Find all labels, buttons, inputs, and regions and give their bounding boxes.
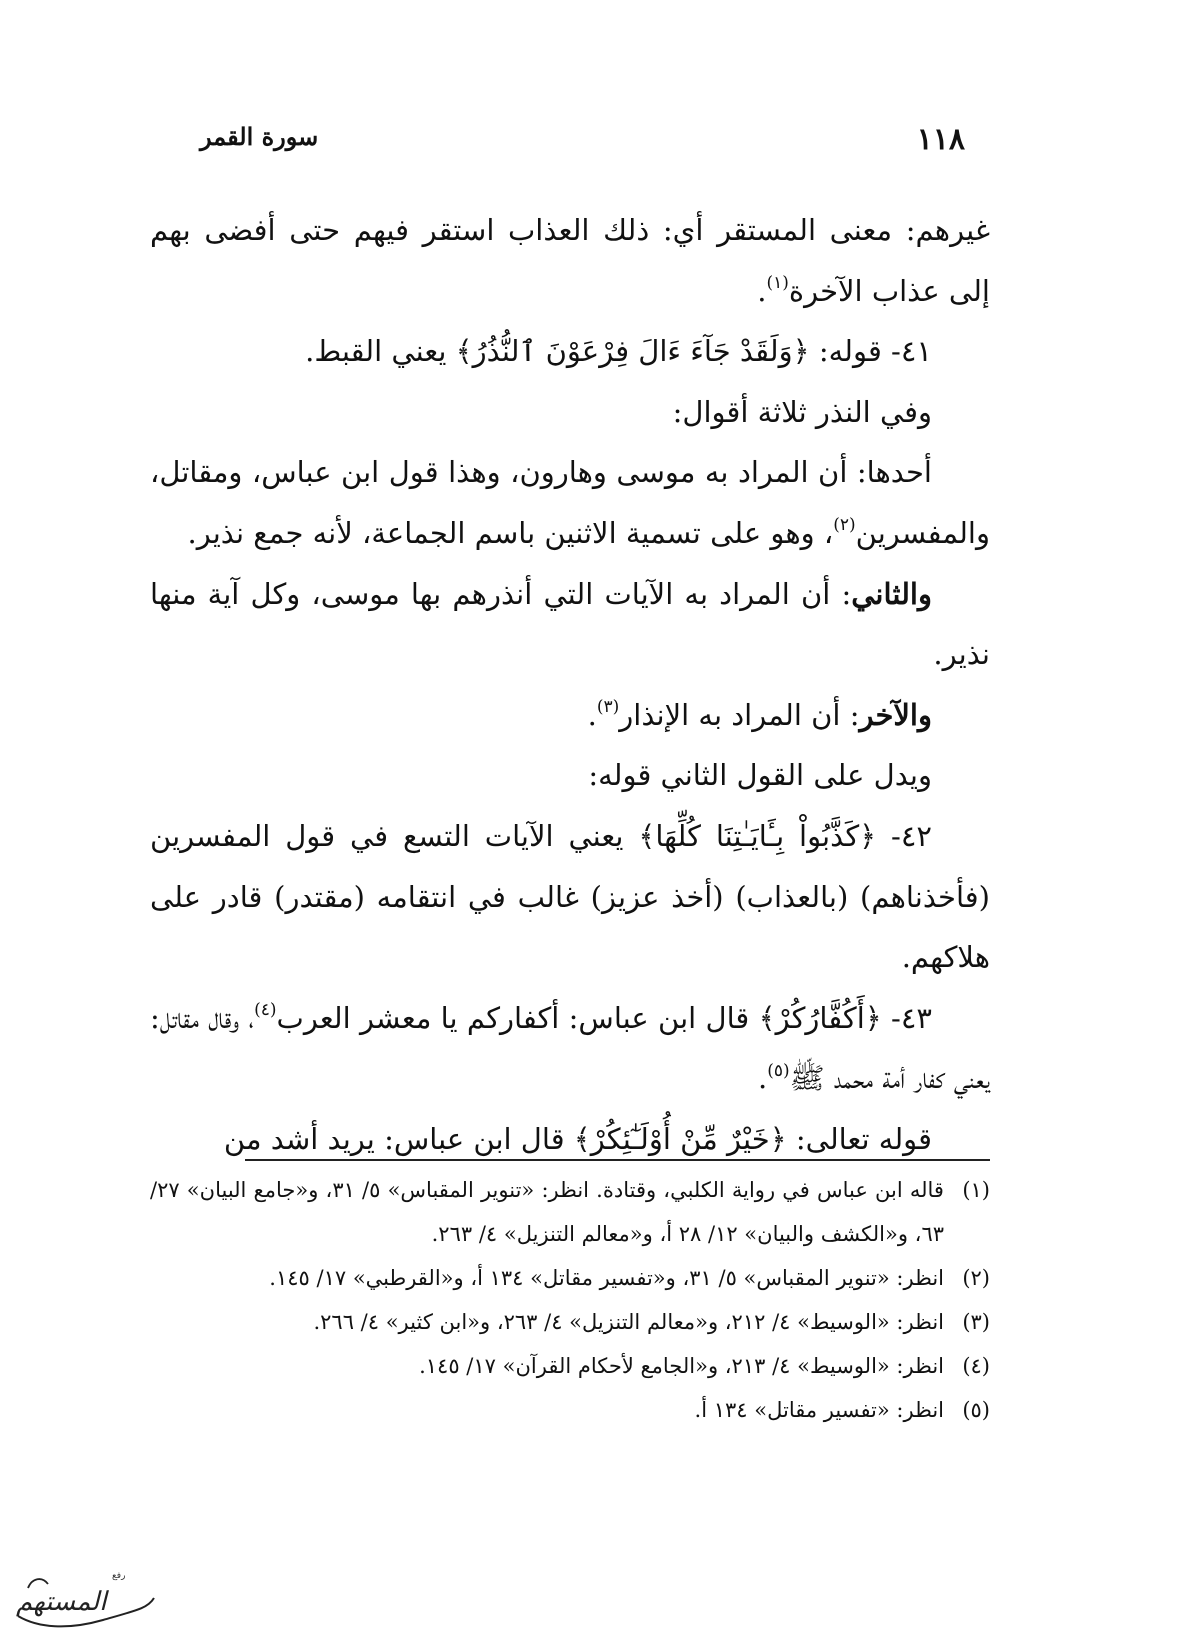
paragraph-verse-43: ٤٣- ﴿أَكُفَّارُكُرْ﴾ قال ابن عباس: أكفاركم يا معشر العرب$^{(٤)}$، وقال مقاتل: يعني كفار أمة محمد ﷺ$^{(٥)}$. (150, 1000, 990, 1096)
surah-title: سورة القمر (200, 122, 319, 151)
paragraph-first-saying: أحدها: أن المراد به موسى وهارون، وهذا قول ابن عباس، ومقاتل، والمفسرين$^{(٢)}$، وهو على تسمية الاثنين باسم الجماعة، لأنه جمع نذير. (150, 455, 990, 550)
footnote-number: (١) (962, 1178, 990, 1202)
footnote-5 (150, 1388, 990, 1432)
paragraph-evidence: ويدل على القول الثاني قوله: (588, 758, 932, 793)
page-number: ١١٨ (916, 122, 965, 157)
paragraph-three-sayings: وفي النذر ثلاثة أقوال: (672, 394, 932, 429)
footnote-2 (150, 1256, 990, 1300)
footnote-1 (150, 1168, 990, 1256)
footnote-ref[interactable]: (٢) (833, 515, 856, 536)
footnote-number: (٤) (962, 1354, 990, 1378)
footnote-3 (150, 1300, 990, 1344)
footnote-number: (٢) (962, 1266, 990, 1290)
publisher-logo (8, 1558, 158, 1642)
footnote-ref[interactable]: (٣) (596, 697, 620, 718)
footnote-text: انظر: «تنوير المقباس» ٥/ ٣١، و«تفسير مقاتل» ١٣٤ أ، و«القرطبي» ١٧/ ١٤٥. (269, 1266, 944, 1290)
footnote-ref[interactable]: (٥) (767, 1060, 790, 1081)
paragraph-second-saying: والثاني: أن المراد به الآيات التي أنذرهم بها موسى، وكل آية منها نذير. (150, 576, 990, 672)
page-header (200, 122, 965, 172)
footnotes (150, 1168, 990, 1432)
footnote-text: قاله ابن عباس في رواية الكلبي، وقتادة. انظر: «تنوير المقباس» ٥/ ٣١، و«جامع البيان» ٢٧/ ٦٣، و«الكشف والبيان» ١٢/ ٢٨ أ، و«معالم التنزيل» ٤/ ٢٦٣. (150, 1178, 944, 1246)
paragraph-1: غيرهم: معنى المستقر أي: ذلك العذاب استقر فيهم حتى أفضى بهم إلى عذاب الآخرة$^{(١)}$. (150, 213, 990, 308)
footnote-text: انظر: «الوسيط» ٤/ ٢١٢، و«معالم التنزيل» ٤/ ٢٦٣، و«ابن كثير» ٤/ ٢٦٦. (313, 1310, 944, 1334)
main-text (150, 200, 990, 1170)
footnote-ref[interactable]: (٤) (254, 1000, 277, 1021)
footnote-text: انظر: «تفسير مقاتل» ١٣٤ أ. (694, 1398, 944, 1422)
logo-sub-text: رفع (112, 1571, 126, 1581)
footnote-ref[interactable]: (١) (766, 272, 789, 293)
footnote-number: (٥) (962, 1398, 990, 1422)
paragraph-verse-42: ٤٢- ﴿كَذَّبُواْ بِـَٔايَـٰتِنَا كُلِّهَا﴾ يعني الآيات التسع في قول المفسرين (فأخذناهم) (بالعذاب) (أخذ عزيز) غالب في انتقامه (مقتدر) قادر على هلاكهم. (150, 818, 990, 975)
paragraph-verse-43-cont: قوله تعالى: ﴿خَيْرٌ مِّنْ أُوْلَـٰٓئِكُرْ﴾ قال ابن عباس: يريد أشد من (223, 1121, 932, 1156)
paragraph-third-saying: والآخر: أن المراد به الإنذار$^{(٣)}$. (587, 697, 932, 732)
footnote-text: انظر: «الوسيط» ٤/ ٢١٣، و«الجامع لأحكام القرآن» ١٧/ ١٤٥. (419, 1354, 944, 1378)
paragraph-verse-41: ٤١- قوله: ﴿وَلَقَدْ جَآءَ ءَالَ فِرْعَوْنَ ٱلنُّذُرُ﴾ يعني القبط. (305, 334, 932, 369)
footnote-number: (٣) (962, 1310, 990, 1334)
footnote-divider (245, 1159, 990, 1161)
logo-main-text: المستهم (16, 1587, 107, 1617)
footnote-4 (150, 1344, 990, 1388)
